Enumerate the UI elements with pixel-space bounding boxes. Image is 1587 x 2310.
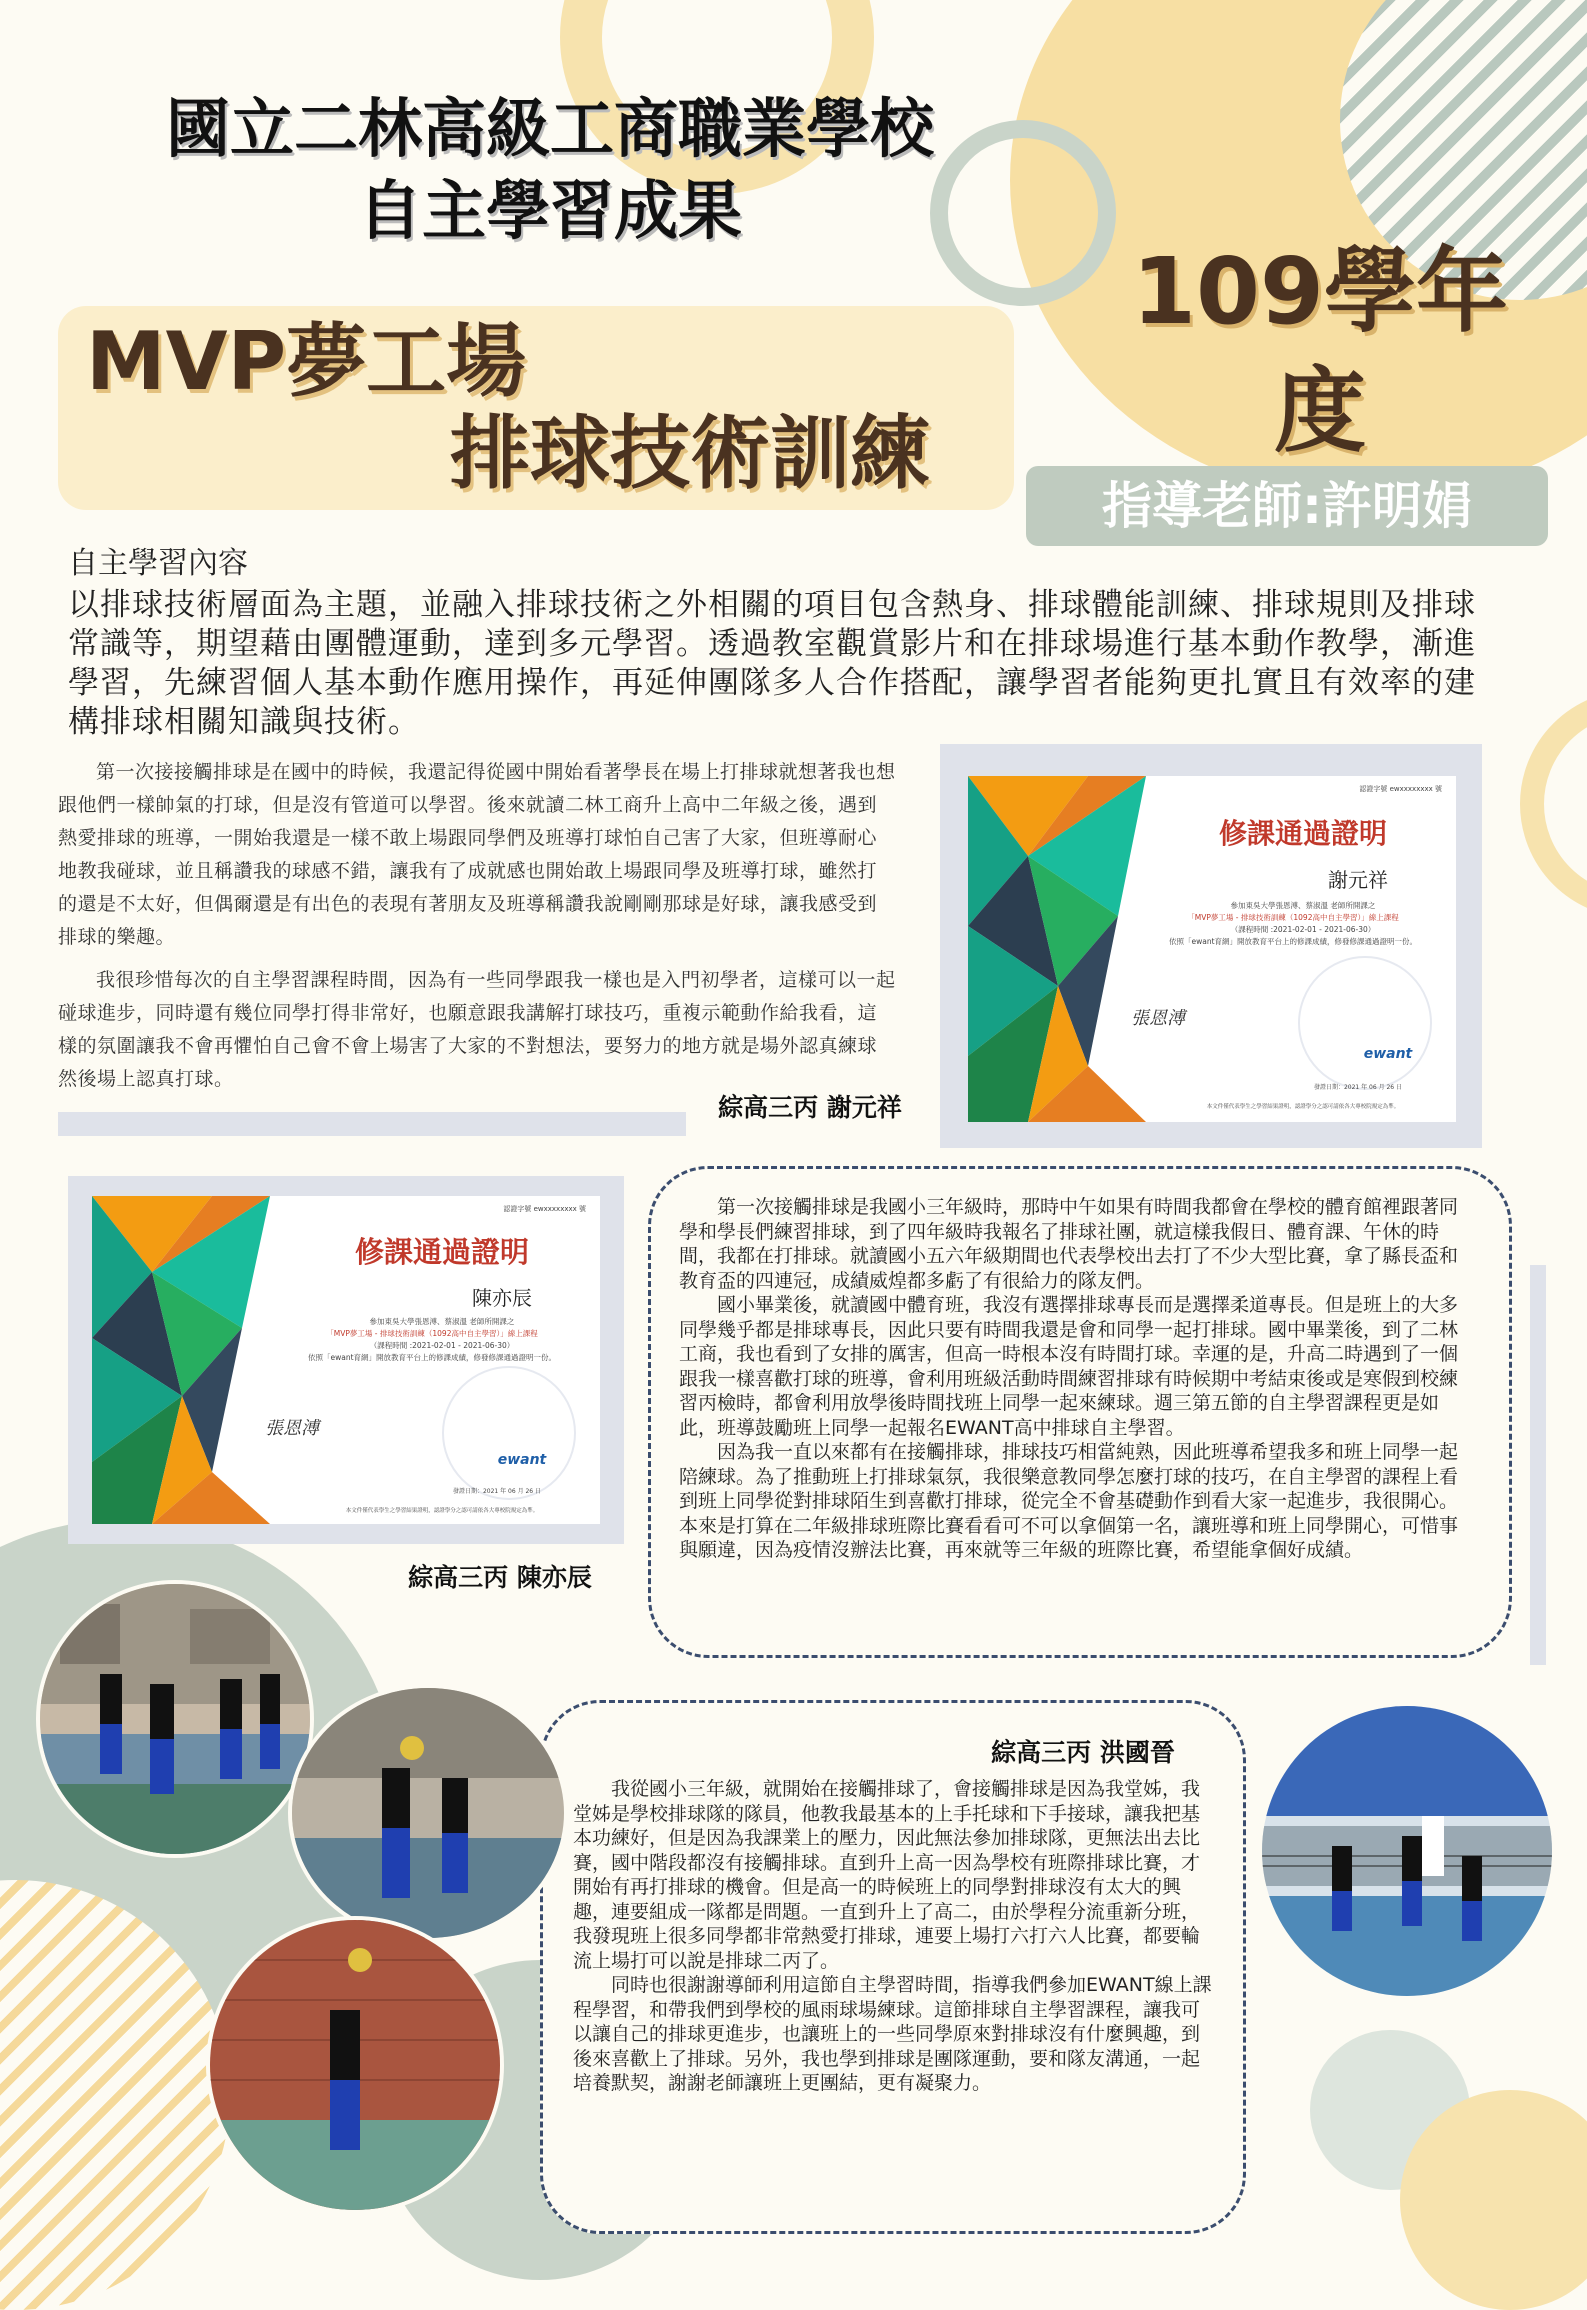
certificate-2-line-4: 依照「ewant育網」開放教育平台上的修課成績，修發修課通過證明一份。 [307, 1353, 557, 1362]
certificate-2-signature: 張恩溥 [265, 1418, 319, 1439]
certificate-1-frame [940, 744, 1482, 1148]
story2-box [648, 1166, 1512, 1658]
course-title-line2: 排球技術訓練 [450, 407, 930, 500]
story2-paragraph-3: 因為我一直以來都有在接觸排球，排球技巧相當純熟，因此班導希望我多和班上同學一起陪練球。為了推動班上打排球氣氛，我很樂意教同學怎麼打球的技巧，在自主學習的課程上看到班上同學從對排球陌生到喜歡打排球，從完全不會基礎動作到看大家一起進步，我很開心。本來是打算在二年級排球班際比賽看看可不可以拿個第一名，讓班導和班上同學開心，可惜事與願違，因為疫情沒辦法比賽，再來就等三年級的班際比賽，希望能拿個好成績。 [679, 1441, 1459, 1561]
story2-text [679, 1195, 1469, 1563]
story3-text [573, 1777, 1213, 2096]
course-title-line1: MVP夢工場 [86, 315, 527, 408]
intro-heading: 自主學習內容 [68, 546, 248, 581]
story2-paragraph-2: 國小畢業後，就讀國中體育班，我沒有選擇排球專長而是選擇柔道專長。但是班上的大多同學幾乎都是排球專長，因此只要有時間我還是會和同學一起打排球。國中畢業後，到了二林工商，我也看到了女排的厲害，但高一時根本沒有時間打球。幸運的是，升高二時遇到了一個跟我一樣喜歡打球的班導，會利用班級活動時間練習排球有時候期中考結束後或是寒假到校練習丙檢時，都會利用放學後時間找班上同學一起來練球。週三第五節的自主學習課程更是如此，班導鼓勵班上同學一起報名EWANT高中排球自主學習。 [679, 1294, 1459, 1439]
certificate-1-signature: 張恩溥 [1131, 1008, 1185, 1029]
certificate-2-name: 陳亦辰 [472, 1286, 532, 1310]
certificate-2-logo: ewant [497, 1452, 547, 1468]
story3-signature: 綜高三丙 洪國晉 [991, 1738, 1175, 1767]
certificate-2-pattern [92, 1196, 270, 1524]
bg-bar-right [1530, 1265, 1546, 1665]
certificate-1-name: 謝元祥 [1328, 868, 1388, 892]
certificate-2-line-2: 「MVP夢工場 - 排球技術訓練（1092高中自主學習）」線上課程 [326, 1329, 538, 1338]
certificate-1-line-3: （課程時間 :2021-02-01 - 2021-06-30） [1230, 925, 1376, 934]
certificate-1-title: 修課通過證明 [1218, 817, 1387, 850]
year-label: 109學年度 [1131, 238, 1509, 465]
school-title: 國立二林高級工商職業學校 [166, 93, 934, 167]
course-banner [58, 306, 1014, 510]
story1-text [58, 756, 896, 1096]
story2-signature: 綜高三丙 陳亦辰 [408, 1563, 592, 1592]
photo-spiking-indoor-image [210, 1920, 500, 2210]
story1-signature: 綜高三丙 謝元祥 [718, 1093, 902, 1122]
teacher-label: 指導老師:許明娟 [1026, 466, 1548, 546]
certificate-1-footer: 本文件僅代表學生之學習結果證明，認證學分之認可請依各大專校院規定為準。 [1206, 1104, 1400, 1110]
certificate-1-line-2: 「MVP夢工場 - 排球技術訓練（1092高中自主學習）」線上課程 [1187, 913, 1399, 922]
photo-court-group-image [40, 1584, 310, 1854]
photo-spiking-indoor [206, 1916, 504, 2214]
certificate-1-watermark [1298, 956, 1432, 1090]
certificate-1-pattern [968, 776, 1146, 1122]
photo-court-group [36, 1580, 314, 1858]
photo-setting-ball-image [292, 1688, 564, 1938]
certificate-2 [92, 1196, 600, 1524]
certificate-1 [968, 776, 1456, 1122]
story1-paragraph-2: 我很珍惜每次的自主學習課程時間，因為有一些同學跟我一樣也是入門初學者，這樣可以一起碰球進步，同時還有幾位同學打得非常好，也願意跟我講解打球技巧，重複示範動作給我看，這樣的氛圍讓我不會再懼怕自己會不會上場害了大家的不對想法，要努力的地方就是場外認真練球然後場上認真打球。 [58, 969, 896, 1090]
intro-text: 以排球技術層面為主題，並融入排球技術之外相關的項目包含熱身、排球體能訓練、排球規則及排球常識等，期望藉由團體運動，達到多元學習。透過教室觀賞影片和在排球場進行基本動作教學，漸進學習，先練習個人基本動作應用操作，再延伸團隊多人合作搭配，讓學習者能夠更扎實且有效率的建構排球相關知識與技術。 [68, 587, 1476, 740]
photo-blocking-net [1258, 1702, 1556, 2000]
story1-paragraph-1: 第一次接接觸排球是在國中的時候，我還記得從國中開始看著學長在場上打排球就想著我也想跟他們一樣帥氣的打球，但是沒有管道可以學習。後來就讀二林工商升上高中二年級之後，遇到熱愛排球的班導，一開始我還是一樣不敢上場跟同學們及班導打球怕自己害了大家，但班導耐心地教我碰球，並且稱讚我的球感不錯，讓我有了成就感也開始敢上場跟同學及班導打球，雖然打的還是不太好，但偶爾還是有出色的表現有著朋友及班導稱讚我說剛剛那球是好球，讓我感受到排球的樂趣。 [58, 761, 896, 948]
certificate-2-watermark [442, 1366, 576, 1500]
story3-paragraph-1: 我從國小三年級，就開始在接觸排球了，會接觸排球是因為我堂姊，我堂姊是學校排球隊的隊員，他教我最基本的上手托球和下手接球，讓我把基本功練好，但是因為我課業上的壓力，因此無法參加排球隊，更無法出去比賽，國中階段都沒有接觸排球。直到升上高一因為學校有班際排球比賽，才開始有再打排球的機會。但是高一的時候班上的同學對排球沒有太大的興趣，連要組成一隊都是問題。一直到升上了高二，由於學程分流重新分班，我發現班上很多同學都非常熱愛打排球，連要上場打六打六人比賽，都要輪流上場打可以說是排球二丙了。 [573, 1778, 1201, 1972]
certificate-2-frame [68, 1176, 624, 1544]
certificate-2-line-1: 參加東吳大學張恩溥、蔡淑溫 老師所開課之 [369, 1317, 515, 1326]
story1-underline-bar [58, 1112, 686, 1136]
certificate-2-line-3: （課程時間 :2021-02-01 - 2021-06-30） [369, 1341, 515, 1350]
story3-paragraph-2: 同時也很謝謝導師利用這節自主學習時間，指導我們參加EWANT線上課程學習，和帶我們到學校的風雨球場練球。這節排球自主學習課程，讓我可以讓自己的排球更進步，也讓班上的一些同學原來對排球沒有什麼興趣，到後來喜歡上了排球。另外，我也學到排球是團隊運動，要和隊友溝通，一起培養默契，謝謝老師讓班上更團結，更有凝聚力。 [573, 1974, 1212, 2094]
certificate-1-date: 發證日期：2021 年 06 月 26 日 [1313, 1084, 1403, 1091]
page-subtitle: 自主學習成果 [358, 175, 742, 249]
story3-box [540, 1700, 1246, 2234]
bg-circle-yellow-right [1520, 690, 1587, 918]
photo-setting-ball [288, 1684, 568, 1942]
certificate-1-line-4: 依照「ewant育網」開放教育平台上的修課成績，修發修課通過證明一份。 [1168, 937, 1418, 946]
certificate-1-line-1: 參加東吳大學張恩溥、蔡淑溫 老師所開課之 [1230, 901, 1376, 910]
photo-blocking-net-image [1262, 1706, 1552, 1996]
certificate-1-logo: ewant [1363, 1046, 1413, 1062]
story2-paragraph-1: 第一次接觸排球是我國小三年級時，那時中午如果有時間我都會在學校的體育館裡跟著同學和學長們練習排球，到了四年級時我報名了排球社團，就這樣我假日、體育課、午休的時間，我都在打排球。就讀國小五六年級期間也代表學校出去打了不少大型比賽，拿了縣長盃和教育盃的四連冠，成績威煌都多虧了有很給力的隊友們。 [679, 1196, 1459, 1292]
certificate-2-title: 修課通過證明 [354, 1235, 529, 1269]
certificate-2-number: 認證字號 ewxxxxxxxx 號 [503, 1205, 586, 1213]
certificate-2-footer: 本文件僅代表學生之學習結果證明，認證學分之認可請依各大專校院規定為準。 [345, 1508, 539, 1514]
certificate-2-date: 發證日期：2021 年 06 月 26 日 [452, 1488, 542, 1495]
certificate-1-number: 認證字號 ewxxxxxxxx 號 [1359, 785, 1442, 793]
